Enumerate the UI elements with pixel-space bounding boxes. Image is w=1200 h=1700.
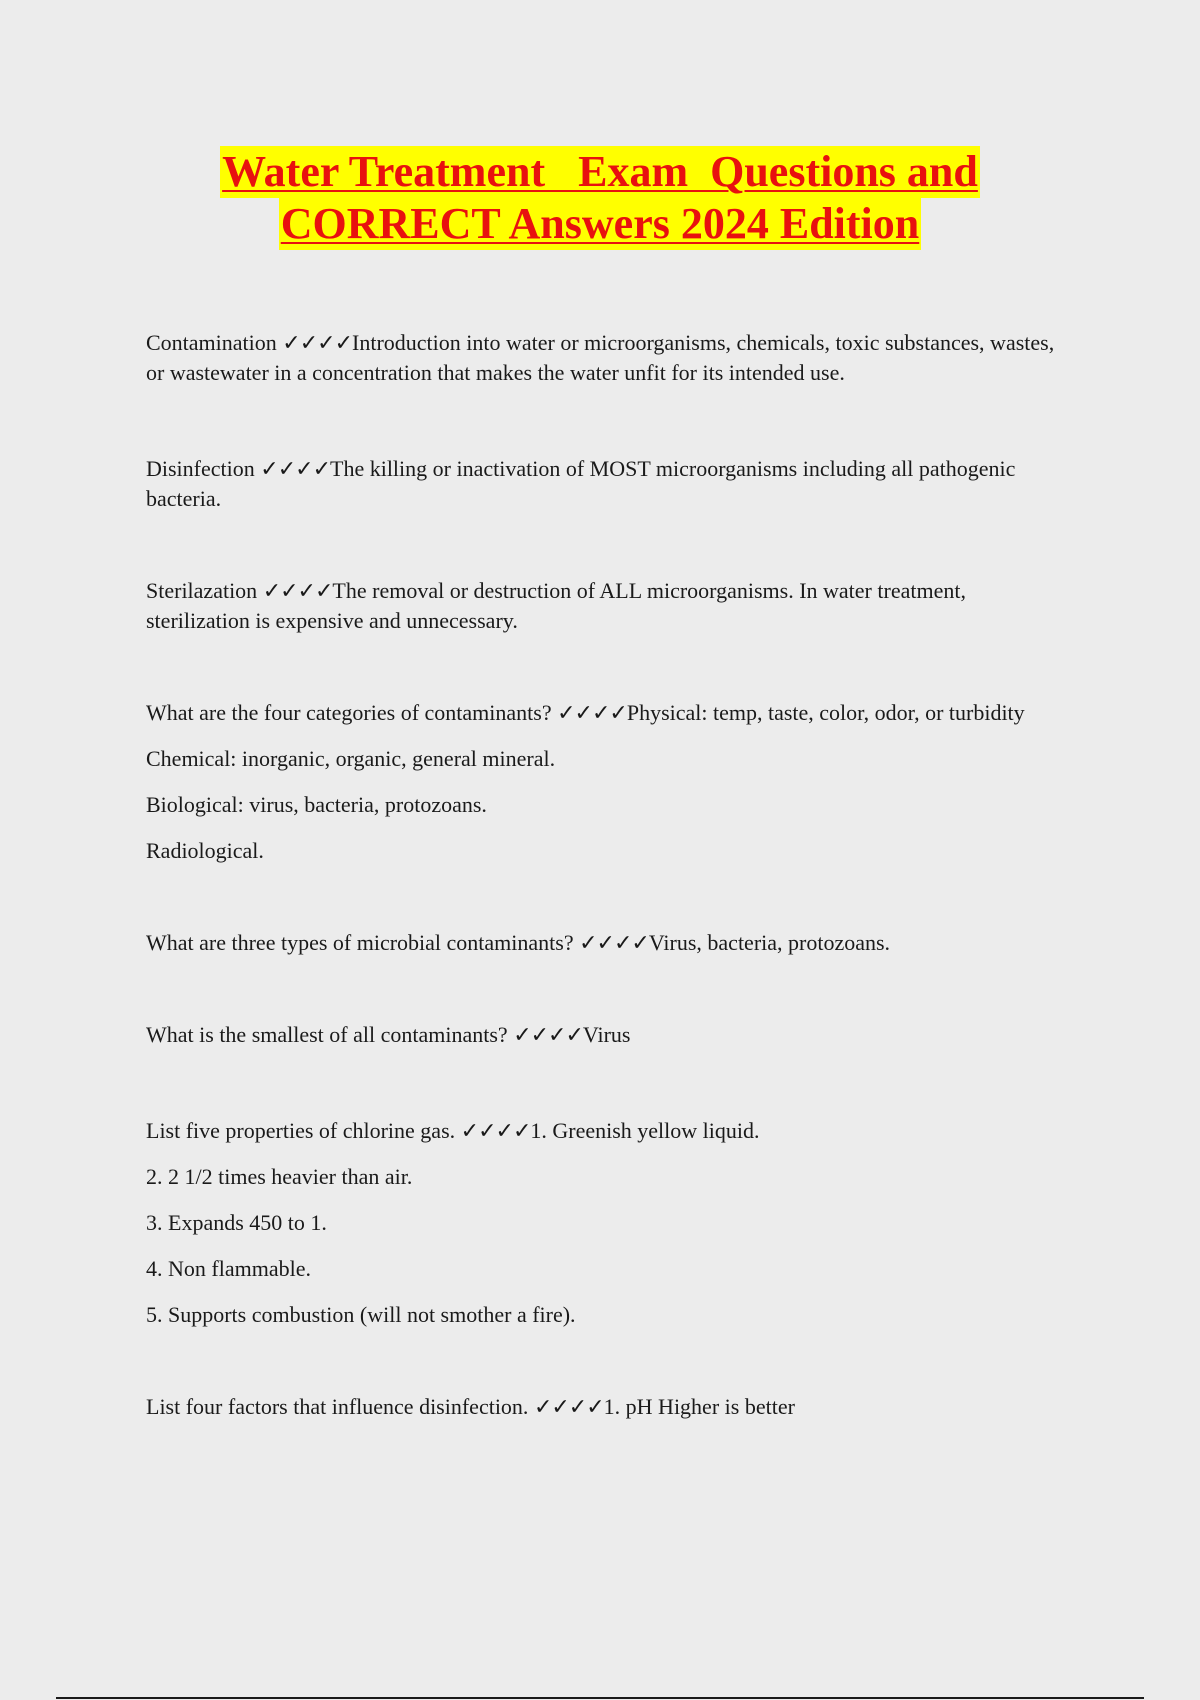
qa-entry-sterilazation [146,576,1056,636]
qa-term: Disinfection [146,456,255,481]
document-title [0,146,1200,250]
qa-entry-smallest [146,1020,1056,1050]
qa-entry-disinfection [146,454,1056,514]
checkmark-icon: ✓✓✓✓ [262,578,333,603]
qa-text [146,1116,1056,1146]
qa-answer: The removal or destruction of ALL microorganisms. In water treatment, sterilization is expensive and unnecessary. [146,578,966,633]
footer-divider [56,1697,1144,1699]
qa-answer-line: 5. Supports combustion (will not smother a fire). [146,1302,576,1327]
qa-answer: Introduction into water or microorganisms, chemicals, toxic substances, wastes, or wastewater in a concentration that makes the water unfit for its intended use. [146,330,1055,385]
checkmark-icon: ✓✓✓✓ [282,330,352,355]
checkmark-icon: ✓✓✓✓ [579,930,649,955]
qa-text [146,454,1056,514]
qa-term: Contamination [146,330,277,355]
qa-text [146,698,1056,728]
qa-answer: Virus [582,1022,631,1047]
qa-entry-chlorine [146,1116,1056,1330]
qa-text [146,928,1056,958]
qa-text [146,576,1056,636]
checkmark-icon: ✓✓✓✓ [513,1022,583,1047]
qa-answer-line: Biological: virus, bacteria, protozoans. [146,792,487,817]
qa-answer-line: 2. 2 1/2 times heavier than air. [146,1164,413,1189]
qa-answer-line: 3. Expands 450 to 1. [146,1210,327,1235]
title-line-2: CORRECT Answers 2024 Edition [280,199,920,248]
checkmark-icon: ✓✓✓✓ [260,456,330,481]
qa-answer: 1. pH Higher is better [603,1394,795,1419]
qa-entry-four-categories [146,698,1056,866]
qa-answer-line: 4. Non flammable. [146,1256,311,1281]
qa-entry-contamination [146,328,1056,388]
qa-answer: The killing or inactivation of MOST microorganisms including all pathogenic bacteria. [146,456,1016,511]
qa-list [146,328,1056,1422]
qa-term: List five properties of chlorine gas. [146,1118,456,1143]
qa-answer-line: Radiological. [146,838,264,863]
qa-answer: 1. Greenish yellow liquid. [530,1118,760,1143]
qa-text [146,1392,1056,1422]
qa-term: What is the smallest of all contaminants? [146,1022,508,1047]
qa-term: What are the four categories of contaminants? [146,700,552,725]
qa-answer: Physical: temp, taste, color, odor, or turbidity [626,700,1025,725]
qa-term: What are three types of microbial contaminants? [146,930,574,955]
checkmark-icon: ✓✓✓✓ [460,1118,531,1143]
qa-term: List four factors that influence disinfection. [146,1394,529,1419]
qa-term: Sterilazation [146,578,258,603]
qa-entry-microbial-types [146,928,1056,958]
qa-text [146,328,1056,388]
qa-entry-disinfection-factors [146,1392,1056,1422]
qa-text [146,1020,1056,1050]
checkmark-icon: ✓✓✓✓ [557,700,627,725]
qa-answer: Virus, bacteria, protozoans. [648,930,891,955]
title-line-1: Water Treatment Exam Questions and [222,147,978,196]
qa-answer-line: Chemical: inorganic, organic, general mineral. [146,746,556,771]
checkmark-icon: ✓✓✓✓ [533,1394,604,1419]
